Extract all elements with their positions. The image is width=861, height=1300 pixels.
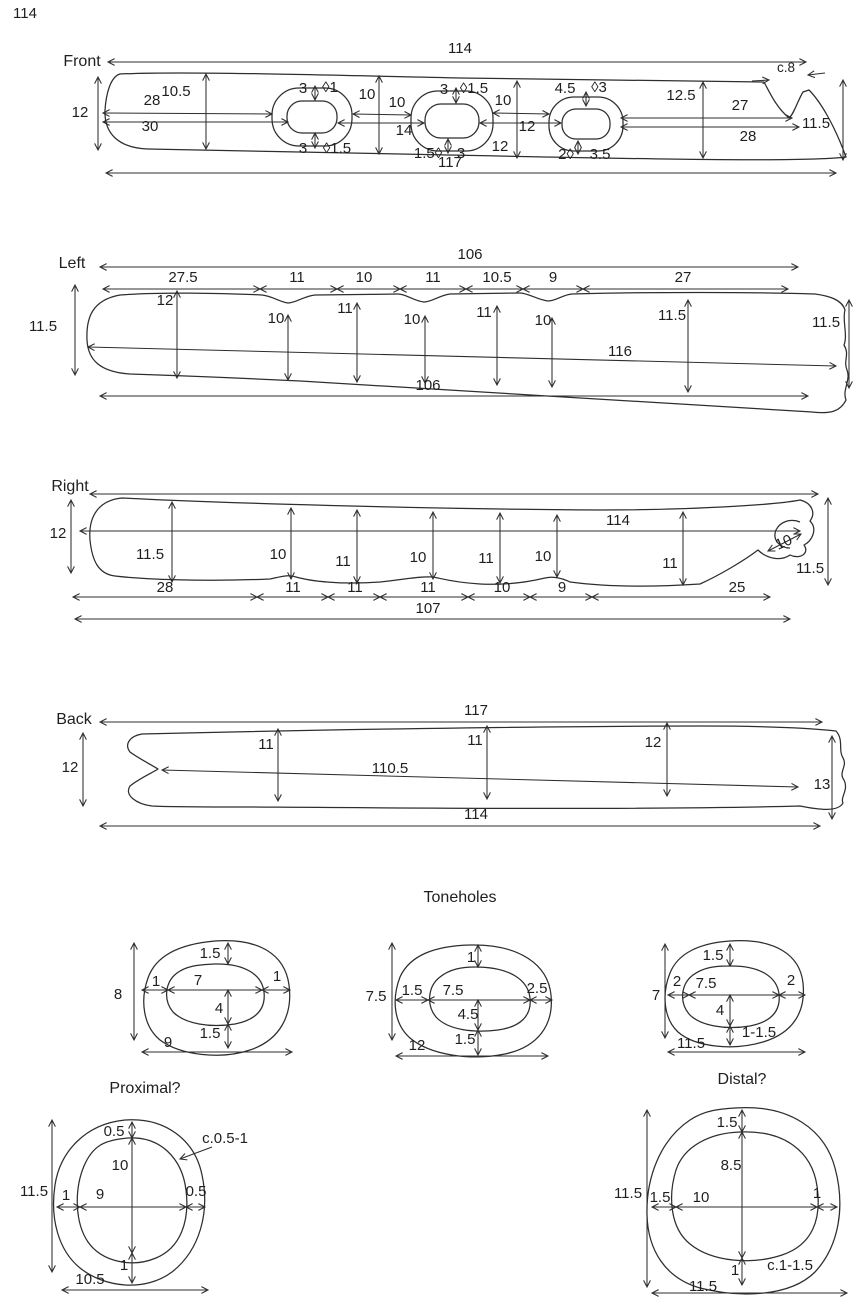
right-height-5: 11 bbox=[478, 550, 494, 567]
front-hole3-bot-depth: 3.5 bbox=[589, 146, 611, 163]
front-right-height: 11.5 bbox=[801, 115, 831, 132]
right-height-6: 10 bbox=[534, 548, 552, 565]
front-len-28b: 28 bbox=[739, 128, 757, 145]
toneholes-title: Toneholes bbox=[423, 889, 497, 906]
right-view bbox=[50, 478, 828, 619]
back-view-label: Back bbox=[56, 711, 92, 728]
tonehole3-height: 7 bbox=[651, 987, 661, 1004]
left-body-outline bbox=[87, 293, 848, 413]
tonehole2-inner-width: 7.5 bbox=[442, 982, 464, 999]
back-height-3: 12 bbox=[644, 734, 662, 751]
front-hole3-top-dia: ◊3 bbox=[591, 79, 607, 96]
front-height-10-5: 10.5 bbox=[161, 83, 191, 100]
right-body-outline bbox=[90, 498, 814, 586]
front-height-10: 10 bbox=[358, 86, 376, 103]
back-bottom-length: 114 bbox=[464, 806, 488, 823]
proximal-wall-note: c.0.5-1 bbox=[202, 1130, 248, 1147]
front-gap1-inner: 14 bbox=[395, 122, 413, 139]
right-left-height: 12 bbox=[49, 525, 67, 542]
distal-top-rim: 1.5 bbox=[716, 1114, 738, 1131]
proximal-inner-width: 9 bbox=[95, 1186, 105, 1203]
proximal-label: Proximal? bbox=[109, 1080, 181, 1097]
back-mid-length: 110.5 bbox=[371, 760, 409, 777]
left-view-label: Left bbox=[58, 255, 86, 272]
front-len-28: 28 bbox=[143, 92, 161, 109]
back-top-length: 117 bbox=[464, 702, 488, 719]
tonehole1-left-rim: 1 bbox=[151, 973, 161, 990]
distal-left-rim: 1.5 bbox=[649, 1189, 671, 1206]
front-left-height: 12 bbox=[71, 104, 89, 121]
left-height-6: 10 bbox=[534, 312, 552, 329]
left-seg-5: 10.5 bbox=[482, 269, 512, 286]
front-chip-dim: c.8 bbox=[776, 60, 796, 75]
right-seg-6: 9 bbox=[557, 579, 567, 596]
front-hole1-bot-dia: ◊1.5 bbox=[322, 140, 352, 157]
left-height-1: 12 bbox=[156, 292, 174, 309]
front-hole1-top-depth: 3 bbox=[298, 80, 308, 97]
left-seg-1: 27.5 bbox=[168, 269, 198, 286]
front-bottom-length: 117 bbox=[438, 154, 462, 171]
front-hole1-bot-depth: 3 bbox=[298, 140, 308, 157]
front-view-label: Front bbox=[63, 53, 101, 70]
back-view bbox=[56, 702, 845, 826]
tonehole1-inner-height: 4 bbox=[214, 1000, 224, 1017]
tonehole1-height: 8 bbox=[113, 986, 123, 1003]
distal-wall-note: c.1-1.5 bbox=[767, 1257, 813, 1274]
front-gap1-outer: 10 bbox=[388, 94, 406, 111]
right-height-1: 11.5 bbox=[135, 546, 165, 563]
right-height-2: 10 bbox=[269, 546, 287, 563]
left-height-7: 11.5 bbox=[657, 307, 687, 324]
left-seg-2: 11 bbox=[289, 269, 305, 286]
left-seg-7: 27 bbox=[674, 269, 692, 286]
left-height-4: 10 bbox=[403, 311, 421, 328]
left-view bbox=[29, 246, 849, 413]
tonehole-section-1 bbox=[114, 941, 292, 1056]
left-right-height: 11.5 bbox=[811, 314, 841, 331]
left-seg-3: 10 bbox=[355, 269, 373, 286]
tonehole1-inner-width: 7 bbox=[193, 972, 203, 989]
tonehole3-outer-outline bbox=[665, 941, 803, 1047]
page-number: 114 bbox=[13, 5, 37, 22]
front-hole2-bot-dia: 1.5◊ bbox=[413, 145, 443, 162]
proximal-top-rim: 0.5 bbox=[103, 1123, 125, 1140]
front-len-27: 27 bbox=[731, 97, 749, 114]
front-height-12: 12 bbox=[491, 138, 509, 155]
left-height-3: 11 bbox=[337, 300, 353, 317]
distal-right-rim: 1 bbox=[812, 1185, 822, 1202]
tonehole1-right-rim: 1 bbox=[272, 968, 282, 985]
right-bottom-length: 107 bbox=[415, 600, 441, 617]
left-height-5: 11 bbox=[476, 304, 492, 321]
front-top-length: 114 bbox=[448, 40, 472, 57]
right-seg-5: 10 bbox=[493, 579, 511, 596]
right-right-height: 11.5 bbox=[795, 560, 825, 577]
back-left-height: 12 bbox=[61, 759, 79, 776]
tonehole1-width: 9 bbox=[163, 1034, 173, 1051]
left-height-2: 10 bbox=[267, 310, 285, 327]
proximal-height: 11.5 bbox=[19, 1183, 49, 1200]
front-hole2-top-dia: ◊1.5 bbox=[459, 80, 489, 97]
tonehole1-top-rim: 1.5 bbox=[199, 945, 221, 962]
right-height-4: 10 bbox=[409, 549, 427, 566]
right-mid-length: 114 bbox=[606, 512, 630, 529]
tonehole2-height: 7.5 bbox=[365, 988, 387, 1005]
distal-inner-width: 10 bbox=[692, 1189, 710, 1206]
proximal-inner-height: 10 bbox=[111, 1157, 129, 1174]
tonehole2-inner-height: 4.5 bbox=[457, 1006, 479, 1023]
tonehole2-top-rim: 1 bbox=[466, 949, 476, 966]
distal-height: 11.5 bbox=[613, 1185, 643, 1202]
tonehole-section-3 bbox=[652, 941, 805, 1052]
back-dimension-lines bbox=[83, 722, 832, 826]
distal-width: 11.5 bbox=[688, 1278, 718, 1295]
left-top-length: 106 bbox=[457, 246, 483, 263]
distal-inner-height: 8.5 bbox=[720, 1157, 742, 1174]
right-view-label: Right bbox=[51, 478, 89, 495]
tonehole3-inner-width: 7.5 bbox=[695, 975, 717, 992]
front-len-30: 30 bbox=[141, 118, 159, 135]
distal-section bbox=[614, 1071, 847, 1295]
front-hole2-bot-depth: 3 bbox=[456, 145, 466, 162]
tonehole3-inner-height: 4 bbox=[715, 1002, 725, 1019]
right-seg-4: 11 bbox=[420, 579, 436, 596]
distal-label: Distal? bbox=[717, 1071, 767, 1088]
front-hole3-top-depth: 4.5 bbox=[554, 80, 576, 97]
proximal-section bbox=[20, 1080, 248, 1290]
back-right-height: 13 bbox=[813, 776, 831, 793]
tonehole2-width: 12 bbox=[408, 1037, 426, 1054]
tonehole3-width: 11.5 bbox=[676, 1035, 706, 1052]
proximal-bottom-rim: 1 bbox=[119, 1257, 129, 1274]
right-seg-7: 25 bbox=[728, 579, 746, 596]
front-height-12-5: 12.5 bbox=[666, 87, 696, 104]
front-gap2-outer: 10 bbox=[494, 92, 512, 109]
tonehole3-bottom-rim: 1-1.5 bbox=[741, 1024, 777, 1041]
tonehole1-bottom-rim: 1.5 bbox=[199, 1025, 221, 1042]
front-hole3-bot-dia: 2◊ bbox=[558, 146, 574, 163]
right-seg-3: 11 bbox=[347, 579, 363, 596]
tonehole3-right-rim: 2 bbox=[786, 972, 796, 989]
right-end-wall: 10 bbox=[772, 531, 795, 554]
tonehole3-top-rim: 1.5 bbox=[702, 947, 724, 964]
tonehole2-bottom-rim: 1.5 bbox=[454, 1031, 476, 1048]
tonehole2-left-rim: 1.5 bbox=[401, 982, 423, 999]
proximal-width: 10.5 bbox=[75, 1271, 105, 1288]
back-height-1: 11 bbox=[258, 736, 274, 753]
right-height-7: 11 bbox=[662, 555, 678, 572]
left-seg-6: 9 bbox=[548, 269, 558, 286]
left-bottom-length: 106 bbox=[415, 377, 441, 394]
right-dimension-lines bbox=[71, 494, 828, 619]
right-seg-1: 28 bbox=[156, 579, 174, 596]
tonehole2-right-rim: 2.5 bbox=[526, 980, 548, 997]
front-view bbox=[63, 40, 846, 173]
left-mid-length: 116 bbox=[608, 343, 632, 360]
proximal-left-rim: 1 bbox=[61, 1187, 71, 1204]
distal-bottom-rim: 1 bbox=[730, 1262, 740, 1279]
proximal-right-rim: 0.5 bbox=[185, 1183, 207, 1200]
left-seg-4: 11 bbox=[425, 269, 441, 286]
front-hole1-top-dia: ◊1 bbox=[322, 79, 338, 96]
proximal-outer-outline bbox=[54, 1120, 205, 1285]
back-height-2: 11 bbox=[467, 732, 483, 749]
tonehole3-left-rim: 2 bbox=[672, 973, 682, 990]
left-left-height: 11.5 bbox=[28, 318, 58, 335]
front-gap2-inner: 12 bbox=[518, 118, 536, 135]
tonehole2-inner-outline bbox=[430, 967, 531, 1031]
right-seg-2: 11 bbox=[285, 579, 301, 596]
tonehole-section-2 bbox=[366, 943, 552, 1057]
front-hole2-top-depth: 3 bbox=[439, 81, 449, 98]
right-height-3: 11 bbox=[335, 553, 351, 570]
